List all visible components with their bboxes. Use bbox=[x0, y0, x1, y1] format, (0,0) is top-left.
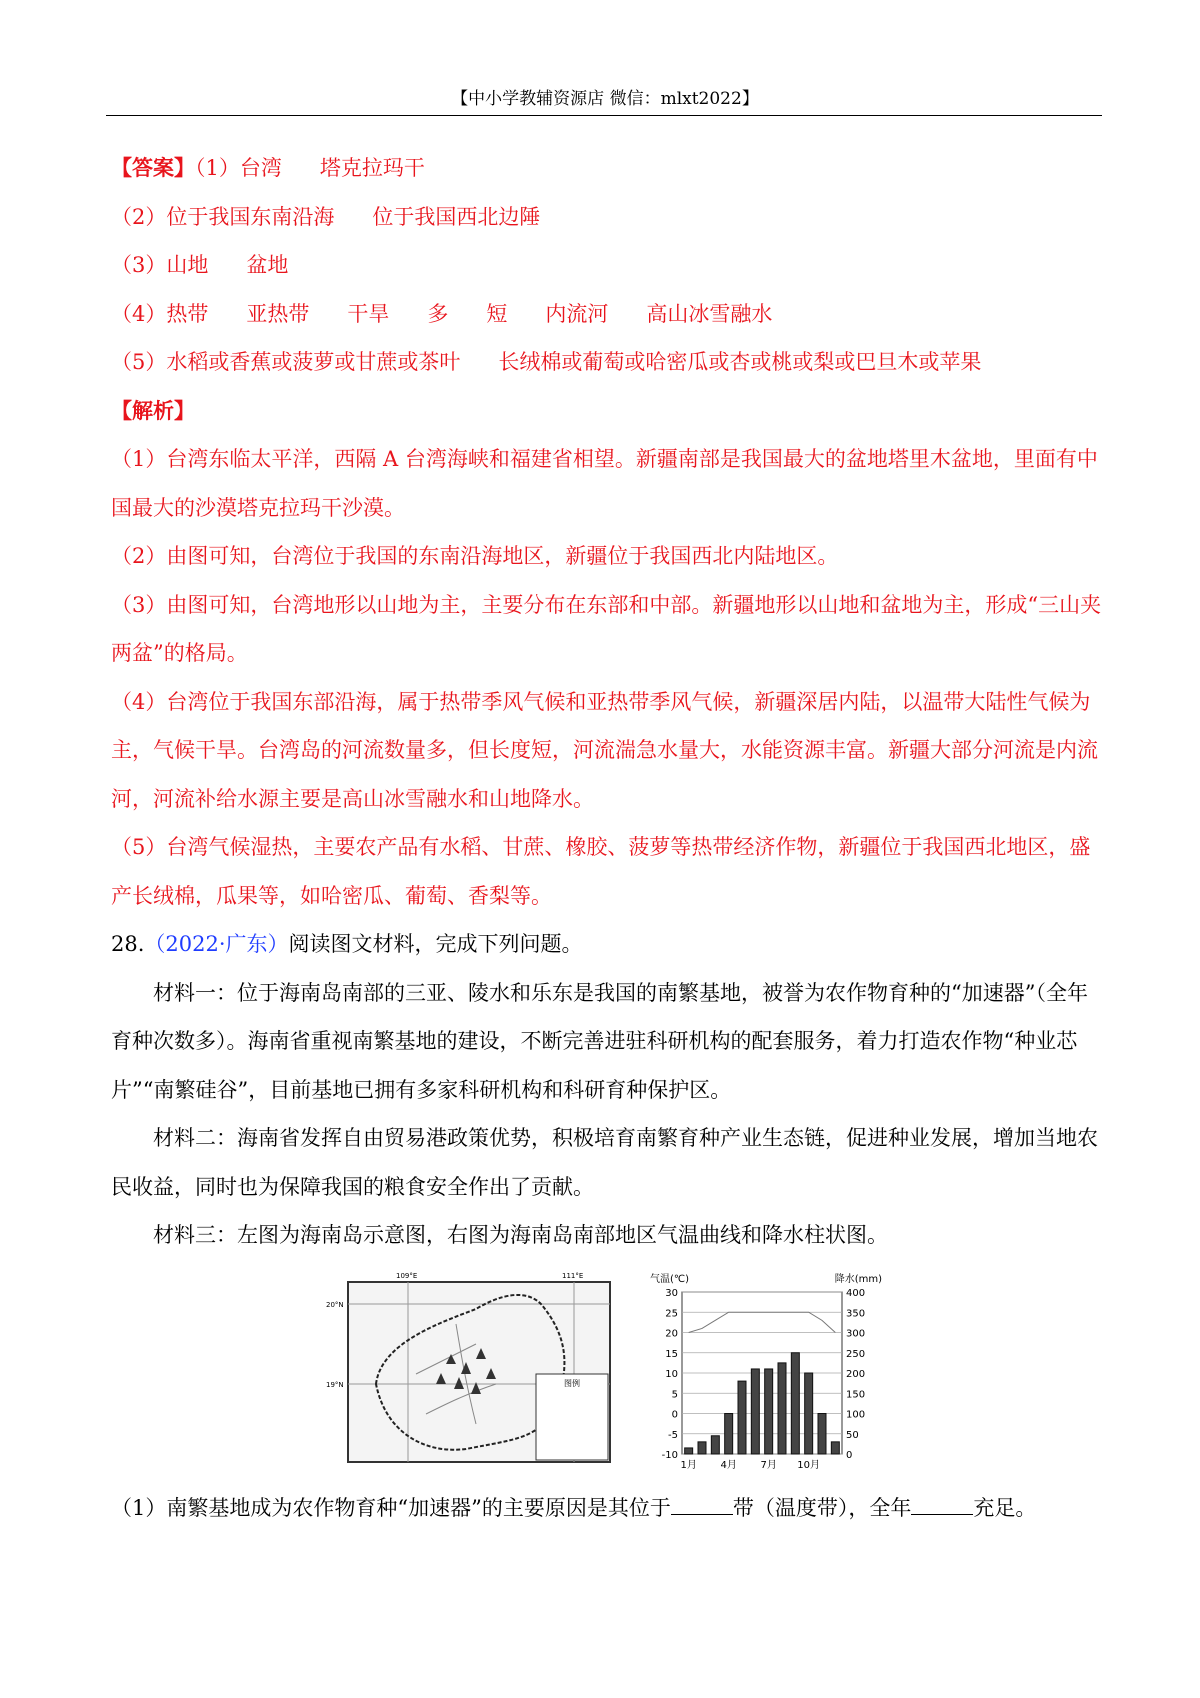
climate-chart bbox=[646, 1264, 886, 1479]
question-source: （2022·广东） bbox=[144, 932, 289, 956]
precip-bar bbox=[791, 1352, 799, 1453]
y-axis-label: 气温(℃) bbox=[650, 1273, 690, 1285]
y2-tick-label: 400 bbox=[846, 1287, 866, 1299]
x-tick-label: 10月 bbox=[797, 1459, 821, 1471]
y2-tick-label: 50 bbox=[846, 1429, 859, 1441]
precip-bar bbox=[738, 1381, 746, 1454]
answer-item: 山地 bbox=[166, 253, 209, 277]
answer-item: 内流河 bbox=[545, 301, 609, 326]
analysis-label-text: 【解析】 bbox=[111, 397, 195, 423]
answer-line-1 bbox=[111, 144, 1103, 193]
precip-bar bbox=[765, 1368, 773, 1453]
q1-text: 充足。 bbox=[973, 1495, 1037, 1520]
lon-label: 109°E bbox=[396, 1271, 418, 1280]
precip-bar bbox=[711, 1435, 719, 1453]
q1-text: 带（温度带），全年 bbox=[732, 1495, 912, 1520]
y-tick-label: 5 bbox=[671, 1388, 678, 1400]
lat-label: 19°N bbox=[326, 1380, 344, 1389]
y-tick-label: 20 bbox=[665, 1328, 678, 1339]
analysis-label bbox=[111, 387, 1103, 436]
num: （5） bbox=[111, 350, 167, 374]
y2-tick-label: 350 bbox=[846, 1307, 866, 1319]
material-1: 材料一：位于海南岛南部的三亚、陵水和乐东是我国的南繁基地，被誉为农作物育种的“加速器”（全年育种次数多）。海南省重视南繁基地的建设，不断完善进驻科研机构的配套服务，着力打造农作物“种业芯片”“南繁硅谷”，目前基地已拥有多家科研机构和科研育种保护区。 bbox=[111, 980, 1088, 1102]
sub-question-1 bbox=[111, 1484, 1103, 1533]
answer-item: 高山冰雪融水 bbox=[646, 301, 773, 326]
answer-item: 热带 bbox=[166, 301, 209, 326]
question-prompt: 阅读图文材料，完成下列问题。 bbox=[288, 932, 583, 956]
answer-line-2 bbox=[111, 193, 1103, 242]
num: （3） bbox=[111, 253, 167, 277]
answer-item: 位于我国东南沿海 bbox=[166, 204, 335, 229]
num: （1） bbox=[195, 156, 240, 180]
document-body bbox=[111, 144, 1103, 1532]
y2-tick-label: 300 bbox=[846, 1328, 866, 1339]
precip-bar bbox=[698, 1441, 706, 1453]
analysis-paragraph: （2）由图可知，台湾位于我国的东南沿海地区，新疆位于我国西北内陆地区。 bbox=[111, 544, 839, 568]
answer-item: 塔克拉玛干 bbox=[319, 156, 425, 180]
y-tick-label: -10 bbox=[661, 1449, 678, 1461]
precip-bar bbox=[778, 1362, 786, 1453]
lat-label: 20°N bbox=[326, 1300, 344, 1309]
analysis-paragraph: （3）由图可知，台湾地形以山地为主，主要分布在东部和中部。新疆地形以山地和盆地为主，形成“三山夹两盆”的格局。 bbox=[111, 592, 1102, 665]
y2-axis-label: 降水(mm) bbox=[834, 1273, 882, 1285]
q1-text: （1）南繁基地成为农作物育种“加速器”的主要原因是其位于 bbox=[111, 1495, 671, 1520]
y-tick-label: 30 bbox=[665, 1287, 678, 1299]
precip-bar bbox=[831, 1441, 839, 1453]
answer-item: 台湾 bbox=[239, 156, 282, 180]
y-tick-label: -5 bbox=[668, 1429, 678, 1441]
answer-item: 多 bbox=[427, 301, 449, 326]
answer-item: 亚热带 bbox=[246, 301, 310, 326]
y2-tick-label: 100 bbox=[846, 1409, 866, 1420]
answer-item: 盆地 bbox=[246, 253, 289, 277]
material-2: 材料二：海南省发挥自由贸易港政策优势，积极培育南繁育种产业生态链，促进种业发展，增加当地农民收益，同时也为保障我国的粮食安全作出了贡献。 bbox=[111, 1126, 1098, 1199]
precip-bar bbox=[805, 1373, 813, 1454]
x-tick-label: 4月 bbox=[720, 1459, 737, 1471]
y2-tick-label: 0 bbox=[846, 1449, 853, 1461]
answer-item: 长绒棉或葡萄或哈密瓜或杏或桃或梨或巴旦木或苹果 bbox=[498, 350, 982, 374]
answer-line-3 bbox=[111, 241, 1103, 290]
page-header: 【中小学教辅资源店 微信：mlxt2022】 bbox=[451, 89, 759, 109]
question-heading bbox=[111, 920, 1103, 969]
y-tick-label: 25 bbox=[665, 1307, 678, 1319]
material-3: 材料三：左图为海南岛示意图，右图为海南岛南部地区气温曲线和降水柱状图。 bbox=[153, 1223, 888, 1247]
y-tick-label: 0 bbox=[671, 1409, 678, 1420]
answer-line-5 bbox=[111, 338, 1103, 387]
precip-bar bbox=[685, 1447, 693, 1453]
y-tick-label: 10 bbox=[665, 1368, 678, 1380]
analysis-paragraph: （4）台湾位于我国东部沿海，属于热带季风气候和亚热带季风气候，新疆深居内陆，以温带大陆性气候为主，气候干旱。台湾岛的河流数量多，但长度短，河流湍急水量大，水能资源丰富。新疆大部分河流是内流河，河流补给水源主要是高山冰雪融水和山地降水。 bbox=[111, 689, 1098, 811]
answer-item: 干旱 bbox=[347, 301, 390, 326]
answer-label: 【答案】 bbox=[111, 155, 195, 180]
num: （4） bbox=[111, 301, 167, 326]
analysis-paragraph: （1）台湾东临太平洋，西隔 A 台湾海峡和福建省相望。新疆南部是我国最大的盆地塔里木盆地，里面有中国最大的沙漠塔克拉玛干沙漠。 bbox=[111, 447, 1098, 520]
lon-label: 111°E bbox=[562, 1271, 584, 1280]
y2-tick-label: 150 bbox=[846, 1388, 866, 1400]
answer-item: 短 bbox=[486, 301, 508, 326]
y2-tick-label: 250 bbox=[846, 1348, 866, 1360]
legend-title: 图例 bbox=[564, 1378, 580, 1388]
y-tick-label: 15 bbox=[665, 1348, 678, 1360]
num: （2） bbox=[111, 204, 167, 229]
hainan-map bbox=[326, 1264, 626, 1474]
analysis-paragraph: （5）台湾气候湿热，主要农产品有水稻、甘蔗、橡胶、菠萝等热带经济作物，新疆位于我国西北地区，盛产长绒棉，瓜果等，如哈密瓜、葡萄、香梨等。 bbox=[111, 835, 1091, 908]
answer-line-4 bbox=[111, 290, 1103, 339]
question-number: 28. bbox=[111, 932, 145, 956]
precip-bar bbox=[751, 1368, 759, 1453]
x-tick-label: 1月 bbox=[680, 1459, 697, 1471]
x-tick-label: 7月 bbox=[760, 1459, 777, 1471]
header-divider bbox=[106, 115, 1102, 116]
answer-blank[interactable] bbox=[911, 1496, 973, 1515]
precip-bar bbox=[818, 1413, 826, 1454]
temperature-line bbox=[689, 1312, 836, 1332]
precip-bar bbox=[725, 1413, 733, 1454]
answer-item: 位于我国西北边陲 bbox=[372, 204, 541, 229]
y2-tick-label: 200 bbox=[846, 1368, 866, 1380]
answer-blank[interactable] bbox=[671, 1496, 733, 1515]
answer-item: 水稻或香蕉或菠萝或甘蔗或茶叶 bbox=[166, 350, 461, 374]
figure bbox=[111, 1264, 1103, 1484]
